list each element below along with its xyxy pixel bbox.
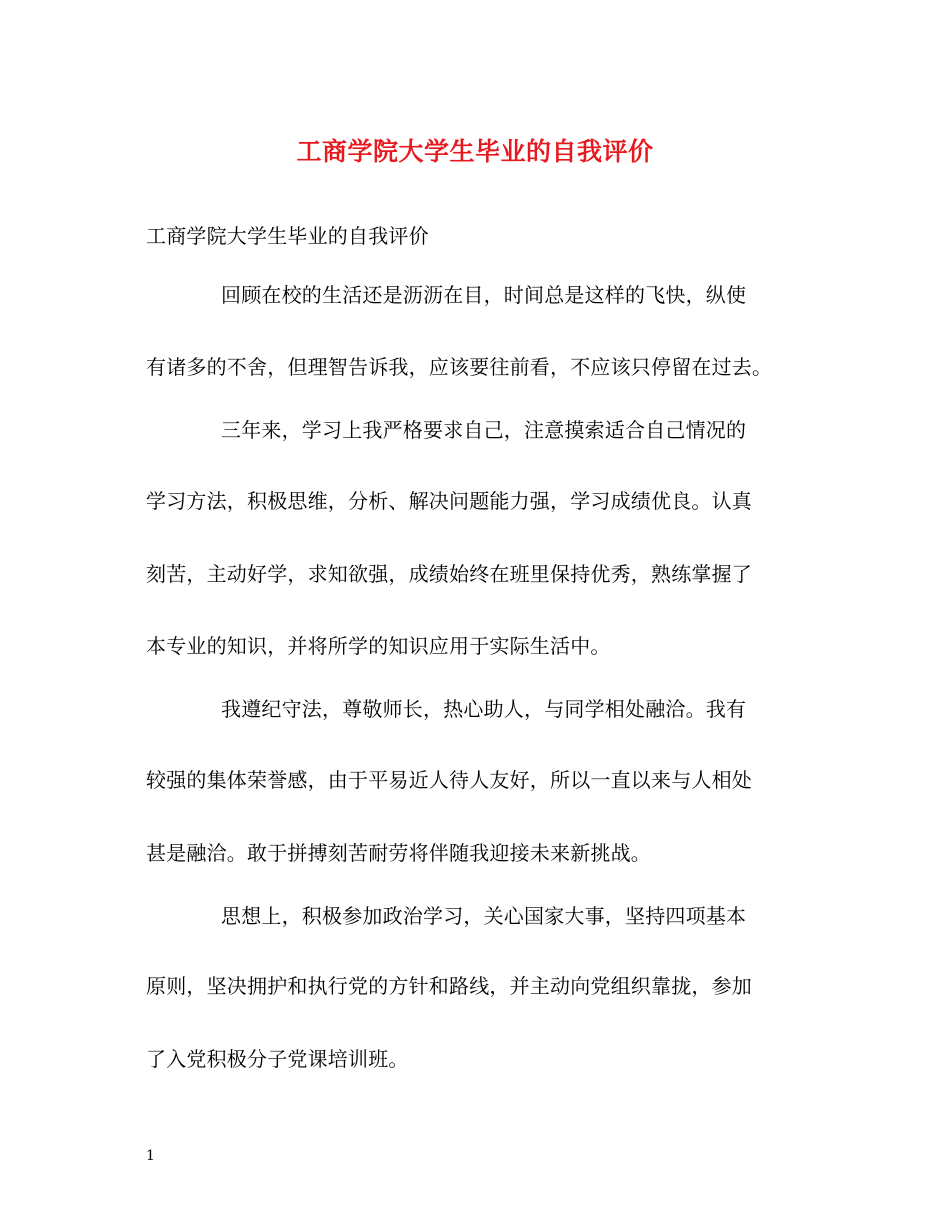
paragraph-line: 学习方法，积极思维，分析、解决问题能力强，学习成绩优良。认真 — [146, 489, 752, 513]
paragraph-line: 本专业的知识，并将所学的知识应用于实际生活中。 — [146, 634, 611, 658]
paragraph-line: 甚是融洽。敢于拼搏刻苦耐劳将伴随我迎接未来新挑战。 — [146, 841, 651, 865]
paragraph-line: 有诸多的不舍，但理智告诉我，应该要往前看，不应该只停留在过去。 — [146, 355, 773, 379]
document-title: 工商学院大学生毕业的自我评价 — [296, 137, 654, 166]
paragraph-line: 刻苦，主动好学，求知欲强，成绩始终在班里保持优秀，熟练掌握了 — [146, 562, 752, 586]
page-number: 1 — [146, 1148, 155, 1164]
paragraph-line: 了入党积极分子党课培训班。 — [146, 1047, 409, 1071]
paragraph-line: 我遵纪守法，尊敬师长，热心助人，与同学相处融洽。我有 — [221, 697, 747, 721]
paragraph-line: 原则，坚决拥护和执行党的方针和路线，并主动向党组织靠拢，参加 — [146, 974, 752, 998]
paragraph-line: 思想上，积极参加政治学习，关心国家大事，坚持四项基本 — [221, 904, 747, 928]
paragraph-line: 回顾在校的生活还是沥沥在目，时间总是这样的飞快，纵使 — [221, 283, 747, 307]
subtitle-line: 工商学院大学生毕业的自我评价 — [146, 224, 429, 248]
paragraph-line: 三年来，学习上我严格要求自己，注意摸索适合自己情况的 — [221, 418, 747, 442]
paragraph-line: 较强的集体荣誉感，由于平易近人待人友好，所以一直以来与人相处 — [146, 768, 752, 792]
